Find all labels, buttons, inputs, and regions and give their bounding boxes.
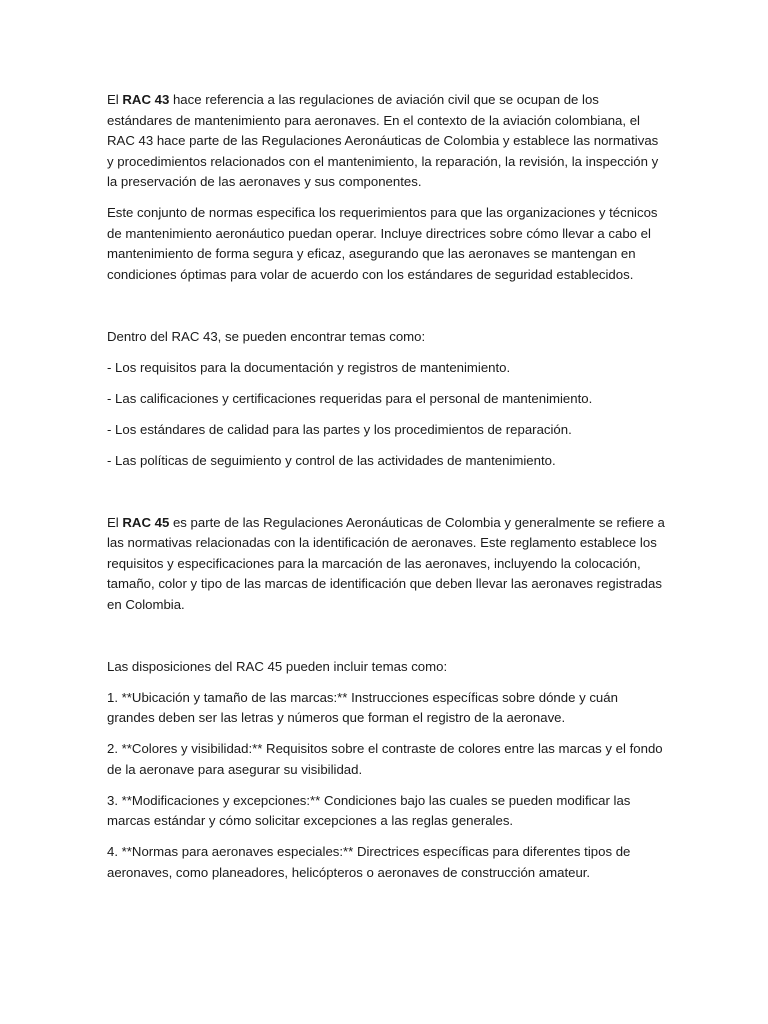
rac43-topic-item: - Las calificaciones y certificaciones requeridas para el personal de mantenimiento. <box>107 390 593 406</box>
rac45-topic-item: 1. **Ubicación y tamaño de las marcas:** Instrucciones específicas sobre dónde y cuán grandes deben ser las letras y números que forman el registro de la aeronave. <box>107 689 618 725</box>
rac43-topic-item: - Las políticas de seguimiento y control de las actividades de mantenimiento. <box>107 452 556 468</box>
spacer <box>107 626 667 657</box>
document-page <box>107 90 667 894</box>
rac43-topic-item: - Los requisitos para la documentación y registros de mantenimiento. <box>107 359 511 375</box>
rac45-topics-heading: Las disposiciones del RAC 45 pueden incluir temas como: <box>107 658 448 674</box>
spacer <box>107 482 667 513</box>
rac45-topic-item: 3. **Modificaciones y excepciones:** Condiciones bajo las cuales se pueden modificar las marcas estándar y cómo solicitar excepciones a las reglas generales. <box>107 792 631 828</box>
rac45-intro-pre: El <box>107 514 123 530</box>
rac45-intro-post: es parte de las Regulaciones Aeronáuticas de Colombia y generalmente se refiere a las normativas relacionadas con la identificación de aeronaves. Este reglamento establece los requisitos y especificaciones para la marcación de las aeronaves, incluyendo la colocación, tamaño, color y tipo de las marcas de identificación que deben llevar las aeronaves registradas en Colombia. <box>107 514 665 612</box>
spacer <box>107 296 667 327</box>
rac43-topic-item: - Los estándares de calidad para las partes y los procedimientos de reparación. <box>107 421 572 437</box>
rac45-intro-bold: RAC 45 <box>122 514 170 530</box>
rac43-intro-pre: El <box>107 92 123 107</box>
rac45-topic-item: 4. **Normas para aeronaves especiales:** Directrices específicas para diferentes tipos de aeronaves, como planeadores, helicópteros o aeronaves de construcción amateur. <box>107 844 631 880</box>
rac43-intro-paragraph <box>107 90 667 193</box>
rac45-intro-paragraph <box>107 513 667 616</box>
rac43-intro-bold: RAC 43 <box>122 92 170 107</box>
rac43-topics-heading: Dentro del RAC 43, se pueden encontrar temas como: <box>107 328 426 344</box>
rac43-paragraph-2: Este conjunto de normas especifica los requerimientos para que las organizaciones y técnicos de mantenimiento aeronáutico puedan operar. Incluye directrices sobre cómo llevar a cabo el mantenimiento de forma segura y eficaz, asegurando que las aeronaves se mantengan en condiciones óptimas para volar de acuerdo con los estándares de seguridad establecidos. <box>107 205 658 282</box>
rac45-topic-item: 2. **Colores y visibilidad:** Requisitos sobre el contraste de colores entre las marcas y el fondo de la aeronave para asegurar su visibilidad. <box>107 741 663 777</box>
rac43-intro-post: hace referencia a las regulaciones de aviación civil que se ocupan de los estándares de mantenimiento para aeronaves. En el contexto de la aviación colombiana, el RAC 43 hace parte de las Regulaciones Aeronáuticas de Colombia y establece las normativas y procedimientos relacionados con el mantenimiento, la reparación, la revisión, la inspección y la preservación de las aeronaves y sus componentes. <box>107 92 659 189</box>
